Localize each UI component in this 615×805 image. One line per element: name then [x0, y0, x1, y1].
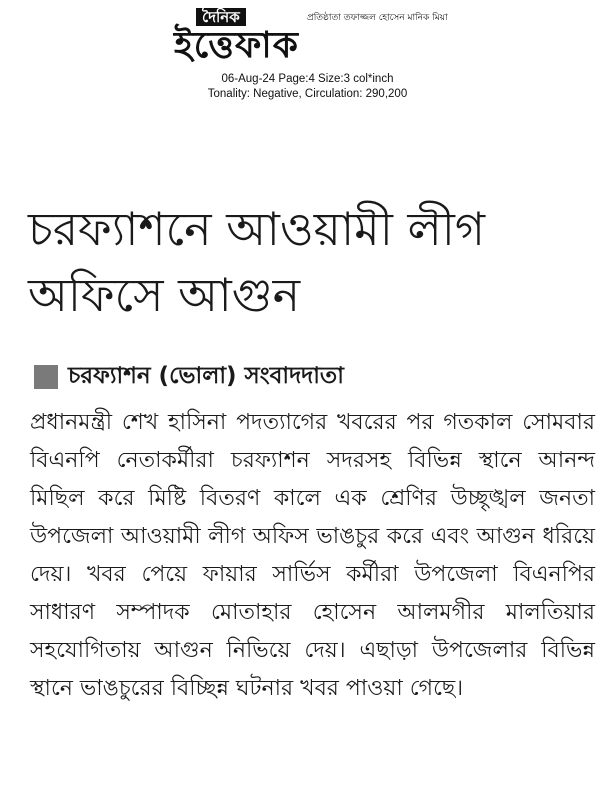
article-headline: চরফ্যাশনে আওয়ামী লীগ অফিসে আগুন [28, 202, 486, 322]
clip-meta-line-2: Tonality: Negative, Circulation: 290,200 [207, 88, 408, 100]
masthead-founder-text: প্রতিষ্ঠাতা তফাজ্জল হোসেন মানিক মিয়া [307, 13, 448, 23]
article-body: প্রধানমন্ত্রী শেখ হাসিনা পদত্যাগের খবরের পর গতকাল সোমবার বিএনপি নেতাকর্মীরা চরফ্যাশন সদরসহ বিভিন্ন স্থানে আনন্দ মিছিল করে মিষ্টি বিতরণ কালে এক শ্রেণির উচ্ছৃঙ্খল জনতা উপজেলা আওয়ামী লীগ অফিস ভাঙচুর করে এবং আগুন ধরিয়ে দেয়। খবর পেয়ে ফায়ার সার্ভিস কর্মীরা উপজেলা বিএনপির সাধারণ সম্পাদক মোতাহার হোসেন আলমগীর মালতিয়ার সহযোগিতায় আগুন নিভিয়ে দেয়। এছাড়া উপজেলার বিভিন্ন স্থানে ভাঙচুরের বিচ্ছিন্ন ঘটনার খবর পাওয়া গেছে। [30, 410, 595, 701]
newspaper-masthead [170, 6, 450, 68]
masthead-daily-label: দৈনিক [196, 8, 246, 26]
clip-meta-line-1: 06-Aug-24 Page:4 Size:3 col*inch [221, 73, 394, 85]
article-byline [34, 357, 344, 396]
newspaper-logo: ইত্তেফাক [174, 25, 299, 66]
byline-square-icon [34, 365, 58, 389]
byline-text: চরফ্যাশন (ভোলা) সংবাদদাতা [68, 363, 344, 389]
